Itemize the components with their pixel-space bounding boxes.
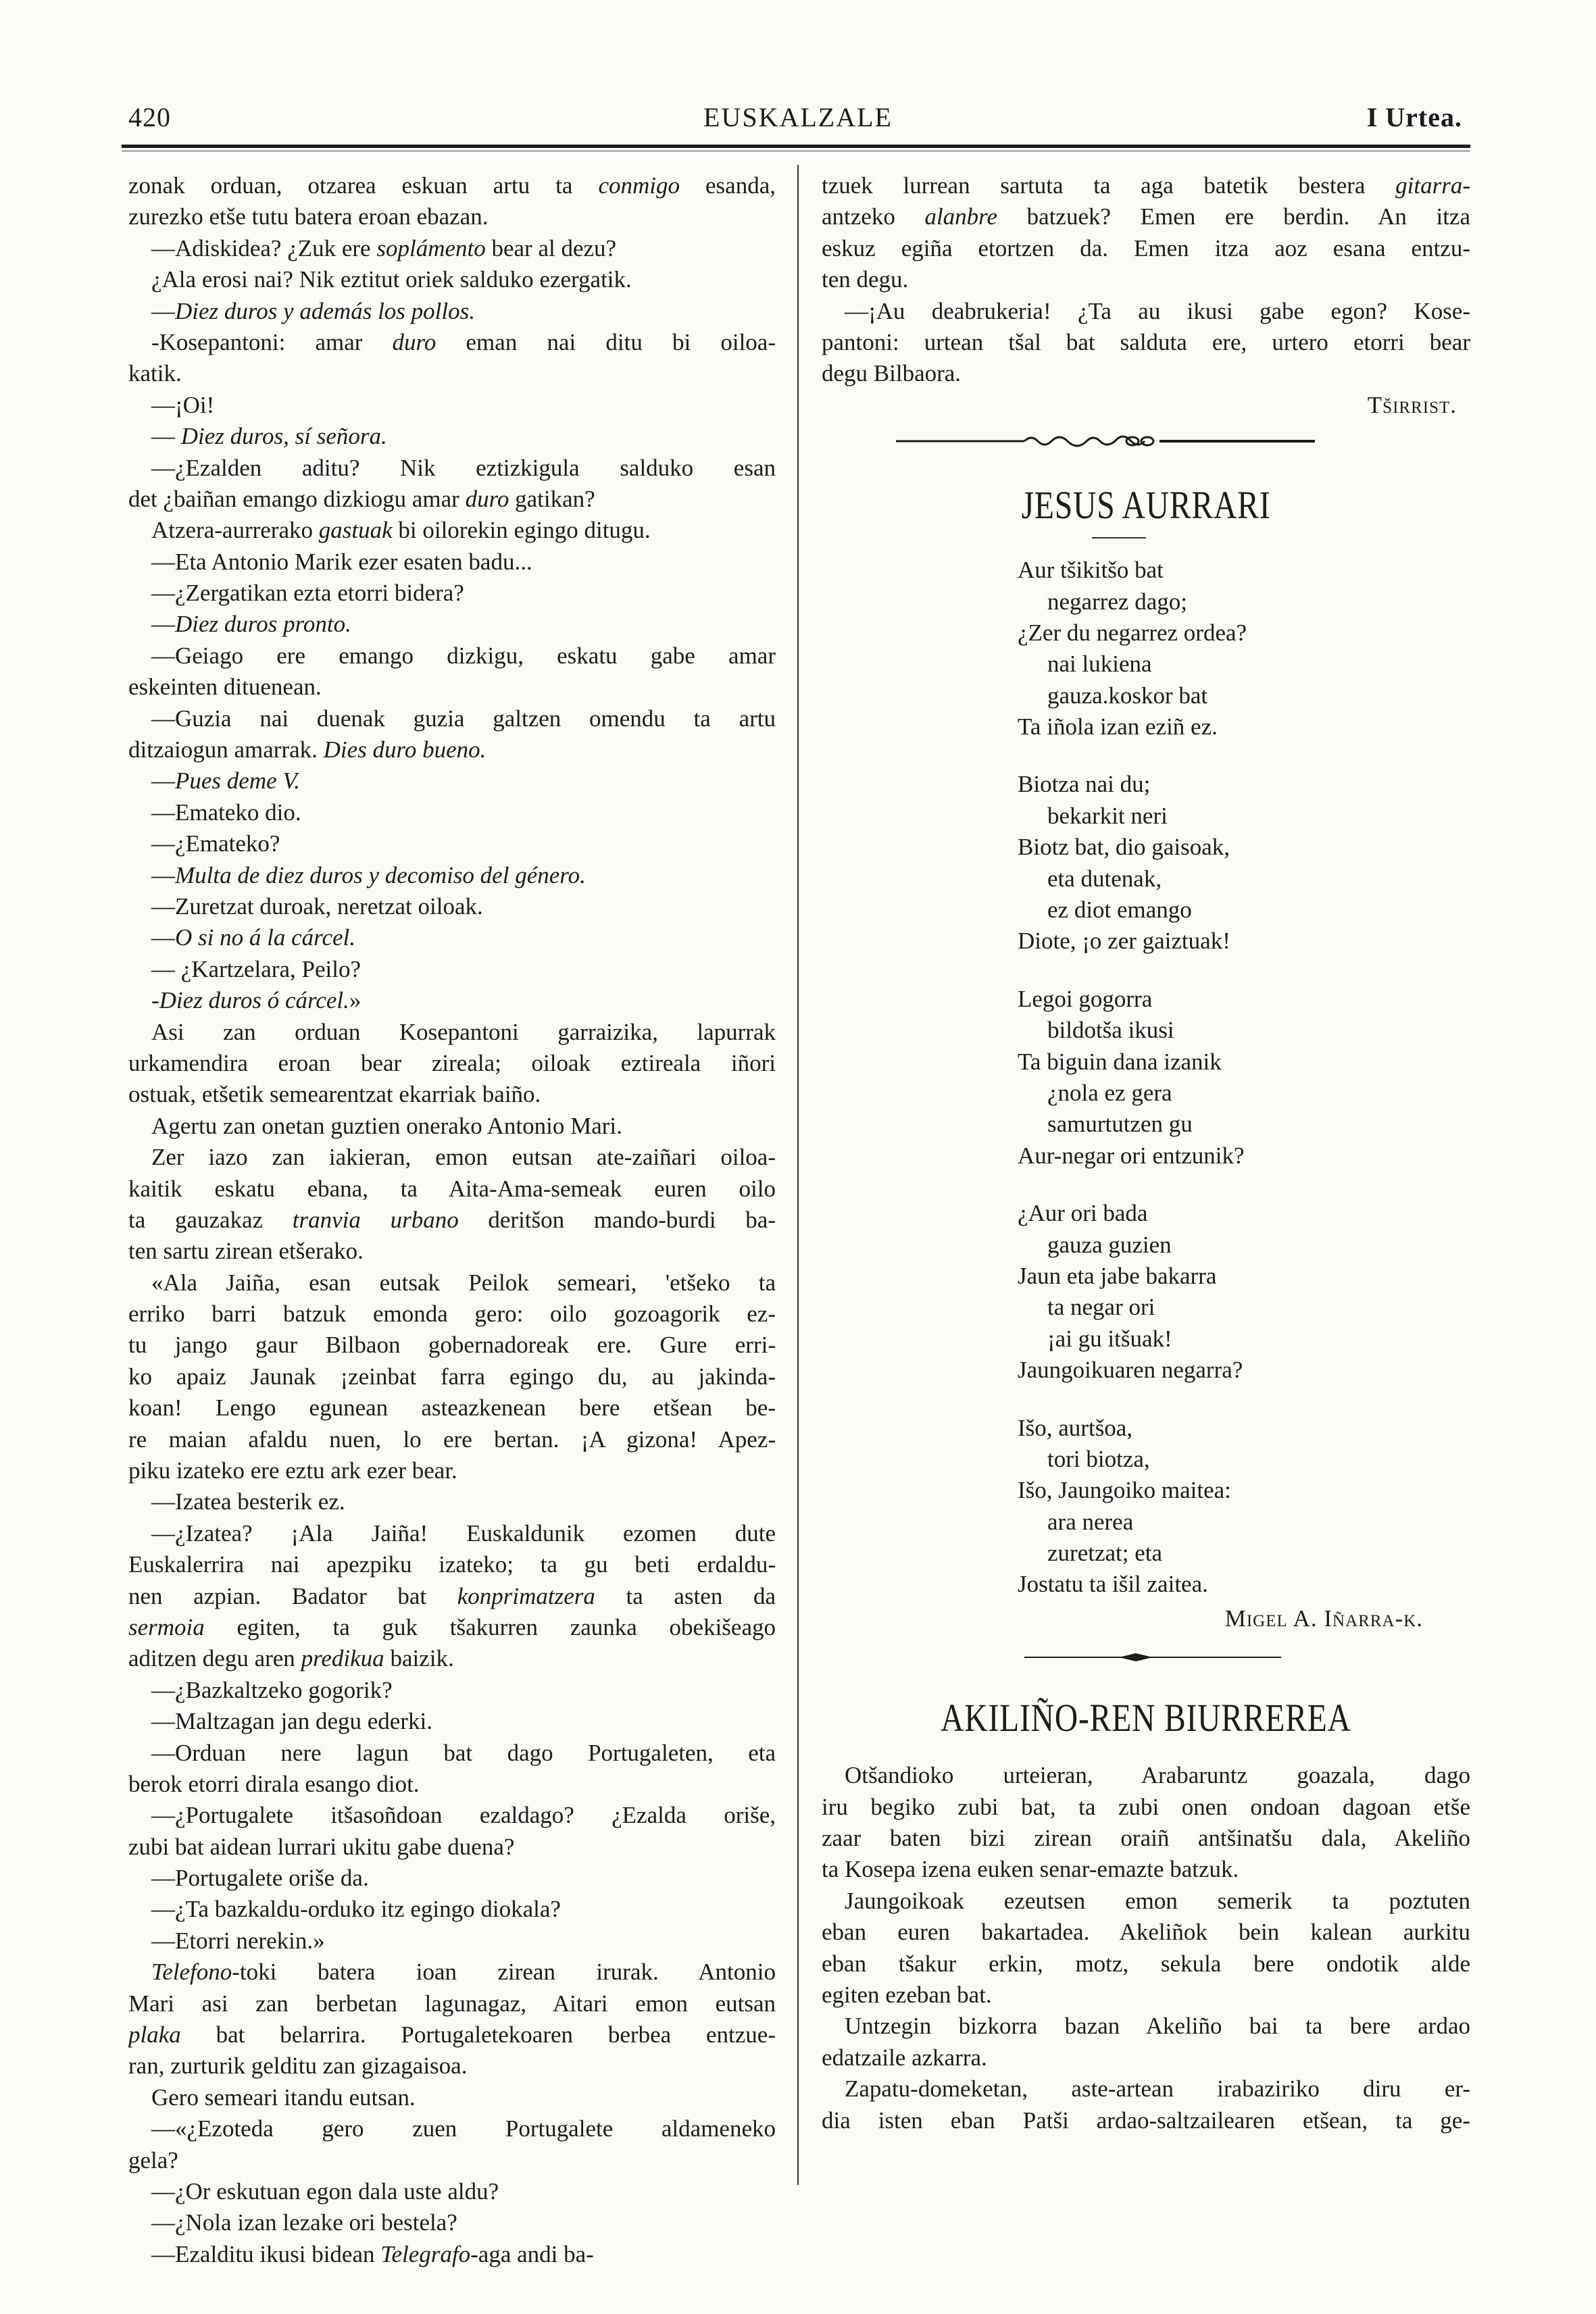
divider-ornament <box>822 1634 1470 1675</box>
italic-phrase: tranvia urbano <box>292 1206 459 1233</box>
text-line: aditzen degu aren predikua baizik. <box>128 1645 454 1672</box>
text-line: —¡Au deabrukeria! ¿Ta au ikusi gabe egon? Kose- <box>845 297 1470 324</box>
text-line: plaka bat belarrira. Portugaletekoaren berbea entzue- <box>128 2021 776 2048</box>
text-line: ko apaiz Jaunak ¡zeinbat farra egingo du, au jakinda- <box>128 1363 776 1390</box>
text-line: Atzera-aurrerako gastuak bi oilorekin egingo ditugu. <box>151 517 651 544</box>
poem-line: zuretzat; eta <box>1047 1540 1163 1567</box>
text-line: erriko barri batzuk emonda gero: oilo gozoagorik ez- <box>128 1301 776 1328</box>
text-line: —Zuretzat duroak, neretzat oiloak. <box>151 892 483 920</box>
text-line: —¿Izatea? ¡Ala Jaiña! Euskaldunik ezomen dute <box>151 1519 776 1546</box>
text-line: degu Bilbaora. <box>822 360 962 387</box>
text-line: eskuz egiña etortzen da. Emen itza aoz esana entzu- <box>822 234 1470 261</box>
text-line: —Emateko dio. <box>151 799 301 826</box>
poem-line: Jaun eta jabe bakarra <box>1018 1262 1217 1289</box>
header-rule <box>122 145 1470 148</box>
story-title: AKILIÑO-REN BIURREREA <box>941 1696 1351 1740</box>
italic-phrase: Diez duros y además los pollos. <box>175 297 475 324</box>
italic-phrase: Multa de diez duros y decomiso del género. <box>175 861 586 888</box>
text-line: piku izateko ere eztu ark ezer bear. <box>128 1457 457 1484</box>
text-line: egiten ezeban bat. <box>822 1981 992 2008</box>
poem-line: negarrez dago; <box>1047 588 1187 615</box>
text-line: Gero semeari itandu eutsan. <box>151 2084 416 2111</box>
text-line: ostuak, etšetik semearentzat ekarriak baiño. <box>128 1081 541 1108</box>
text-line: —«¿Ezoteda gero zuen Portugalete aldameneko <box>151 2115 776 2142</box>
story-text <box>822 1760 1470 2136</box>
text-line: Asi zan orduan Kosepantoni garraizika, lapurrak <box>151 1018 776 1045</box>
poem <box>822 555 1470 1601</box>
poem-line: Ta biguin dana izanik <box>1018 1048 1222 1075</box>
text-line: Telefono-toki batera ioan zirean irurak. Antonio <box>151 1959 776 1986</box>
text-line: —Maltzagan jan degu ederki. <box>151 1708 432 1735</box>
italic-phrase: Pues deme V. <box>175 768 300 795</box>
text-line: ditzaiogun amarrak. Dies duro bueno. <box>128 736 487 763</box>
text-line: katik. <box>128 360 182 387</box>
italic-phrase: Diez duros ó cárcel. <box>159 987 349 1014</box>
text-line: —Adiskidea? ¿Zuk ere soplámento bear al dezu? <box>151 234 617 261</box>
right-column <box>822 170 1470 2136</box>
poem-line: gauza guzien <box>1047 1231 1172 1258</box>
poem-line: Legoi gogorra <box>1018 985 1153 1012</box>
italic-phrase: gastuak <box>318 517 393 544</box>
italic-phrase: Dies duro bueno. <box>323 736 487 763</box>
text-line: tu jango gaur Bilbaon gobernadoreak ere. Gure erri- <box>128 1332 776 1359</box>
italic-phrase: duro <box>392 328 437 355</box>
text-line: «Ala Jaiña, esan eutsak Peilok semeari, 'etšeko ta <box>151 1269 776 1296</box>
text-line: -Kosepantoni: amar duro eman nai ditu bi oiloa- <box>151 328 776 355</box>
text-line: —¿Zergatikan ezta etorri bidera? <box>151 580 464 607</box>
text-line: —Pues deme V. <box>151 768 300 795</box>
text-line: zurezko etše tutu batera eroan ebazan. <box>128 203 489 230</box>
text-line: — ¿Kartzelara, Peilo? <box>151 955 361 982</box>
text-line: ran, zurturik gelditu zan gizagaisoa. <box>128 2053 468 2080</box>
italic-phrase: duro <box>465 485 509 512</box>
poem-line: ¡ai gu itšuak! <box>1047 1325 1172 1352</box>
text-line: koan! Lengo egunean asteazkenean bere etšean be- <box>128 1394 776 1422</box>
poem-line: Biotza nai du; <box>1018 771 1151 798</box>
poem-line: bildotša ikusi <box>1047 1017 1174 1044</box>
text-line: ten degu. <box>822 266 909 293</box>
poem-line: ¿nola ez gera <box>1047 1079 1172 1106</box>
flourish-ornament <box>822 421 1470 459</box>
flourish-icon <box>822 421 1470 459</box>
text-line: —Izatea besterik ez. <box>151 1488 345 1515</box>
poem-line: Diote, ¡o zer gaiztuak! <box>1018 928 1230 955</box>
text-line: zonak orduan, otzarea eskuan artu ta conmigo esanda, <box>128 172 776 199</box>
text-line: —Diez duros y además los pollos. <box>151 297 475 324</box>
poem-line: Aur-negar ori entzunik? <box>1018 1142 1245 1169</box>
poem-line: ¿Aur ori bada <box>1018 1200 1148 1227</box>
text-line: —Geiago ere emango dizkigu, eskatu gabe amar <box>151 642 776 669</box>
poem-line: ez diot emango <box>1047 897 1192 924</box>
italic-phrase: Telefono <box>151 1959 232 1986</box>
poem-line: gauza.koskor bat <box>1047 682 1208 709</box>
poem-line: Išo, aurtšoa, <box>1018 1414 1133 1441</box>
italic-phrase: Diez duros pronto. <box>175 611 351 638</box>
stanza-gap <box>1018 1386 1470 1413</box>
poem-line: nai lukiena <box>1047 651 1152 678</box>
italic-phrase: sermoia <box>128 1613 205 1640</box>
text-line: berok etorri dirala esango diot. <box>128 1770 420 1797</box>
volume-label: I Urtea. <box>1366 102 1462 132</box>
text-line: —Orduan nere lagun bat dago Portugaleten, eta <box>151 1739 776 1766</box>
text-line: —¿Ta bazkaldu-orduko itz egingo diokala? <box>151 1896 561 1923</box>
poem-line: Ta iñola izan eziñ ez. <box>1018 713 1218 740</box>
text-line: gela? <box>128 2146 178 2173</box>
text-line: nen azpian. Badator bat konprimatzera ta asten da <box>128 1582 776 1609</box>
text-line: —¿Portugalete itšasoñdoan ezaldago? ¿Ezalda oriše, <box>151 1802 776 1829</box>
italic-phrase: conmigo <box>598 172 680 199</box>
italic-phrase: soplámento <box>376 234 486 261</box>
text-line: ten sartu zirean etšerako. <box>128 1238 364 1265</box>
text-line: det ¿baiñan emango dizkiogu amar duro gatikan? <box>128 485 595 512</box>
text-line: —¿Nola izan lezake ori bestela? <box>151 2209 457 2236</box>
text-line: Agertu zan onetan guztien onerako Antonio Mari. <box>151 1112 622 1139</box>
stanza-gap <box>1018 1172 1470 1198</box>
text-line: —Portugalete oriše da. <box>151 1865 369 1892</box>
text-line: ta gauzakaz tranvia urbano deritšon mando-burdi ba- <box>128 1206 776 1233</box>
stanza-gap <box>1018 957 1470 984</box>
text-line: kaitik eskatu ebana, ta Aita-Ama-semeak euren oilo <box>128 1175 776 1202</box>
page-number: 420 <box>128 102 171 132</box>
italic-phrase: Diez duros, sí señora. <box>180 423 387 450</box>
text-line: edatzaile azkarra. <box>822 2044 987 2071</box>
poem-line: tori biotza, <box>1047 1445 1150 1472</box>
poem-line: Jostatu ta išil zaitea. <box>1018 1571 1208 1598</box>
poem-line: ara nerea <box>1047 1508 1134 1535</box>
divider-icon <box>822 1634 1470 1675</box>
italic-phrase: alanbre <box>924 203 998 230</box>
left-column <box>128 170 776 2270</box>
text-line: Otšandioko urteieran, Arabaruntz goazala, dago <box>845 1762 1470 1789</box>
text-line: pantoni: urtean tšal bat salduta ere, urtero etorri bear <box>822 328 1470 355</box>
poem-line: Išo, Jaungoiko maitea: <box>1018 1477 1231 1504</box>
text-line: eskeinten dituenean. <box>128 674 322 701</box>
text-line: urkamendira eroan bear zireala; oiloak eztireala iñori <box>128 1049 776 1076</box>
text-line: — Diez duros, sí señora. <box>151 423 387 450</box>
poem-title: JESUS AURRARI <box>1021 483 1271 528</box>
text-line: —Eta Antonio Marik ezer esaten badu... <box>151 548 532 575</box>
text-line: —¿Bazkaltzeko gogorik? <box>151 1676 393 1703</box>
text-line: —O si no á la cárcel. <box>151 924 355 951</box>
journal-title: EUSKALZALE <box>703 102 893 132</box>
text-line: —Diez duros pronto. <box>151 611 351 638</box>
text-line: Zer iazo zan iakieran, emon eutsan ate-zaiñari oiloa- <box>151 1144 776 1171</box>
text-line: iru begiko zubi bat, ta zubi onen ondoan dagoan etše <box>822 1793 1470 1820</box>
italic-phrase: konprimatzera <box>457 1582 595 1609</box>
text-line: eban euren bakartadea. Akeliñok bein kalean aurkitu <box>822 1919 1470 1946</box>
text-line: —Guzia nai duenak guzia galtzen omendu ta artu <box>151 705 776 732</box>
text-line: —¿Emateko? <box>151 830 280 857</box>
poem-line: eta dutenak, <box>1047 865 1162 892</box>
signature-tsirrist: Tširrist. <box>1367 391 1457 418</box>
poem-line: ta negar ori <box>1047 1294 1155 1321</box>
poem-line: Aur tšikitšo bat <box>1018 557 1164 584</box>
poem-line: ¿Zer du negarrez ordea? <box>1018 619 1247 646</box>
text-line: eban tšakur erkin, motz, sekula bere ondotik alde <box>822 1950 1470 1977</box>
text-line: dia isten eban Patši ardao-saltzailearen etšean, ta ge- <box>822 2107 1470 2134</box>
text-line: ¿Ala erosi nai? Nik eztitut oriek salduko ezergatik. <box>151 266 632 293</box>
text-line: Euskalerrira nai apezpiku izateko; ta gu beti erdaldu- <box>128 1551 776 1578</box>
signature-migel: Migel A. Iñarra-k. <box>1224 1605 1423 1632</box>
text-line: Mari asi zan berbetan lagunagaz, Aitari emon eutsan <box>128 1990 776 2017</box>
text-line: sermoia egiten, ta guk tšakurren zaunka obekišeago <box>128 1613 776 1640</box>
italic-phrase: Telegrafo <box>380 2240 471 2267</box>
text-line: antzeko alanbre batzuek? Emen ere berdin. An itza <box>822 203 1470 230</box>
text-line: re maian afaldu nuen, lo ere bertan. ¡A gizona! Apez- <box>128 1426 776 1453</box>
text-line: Untzegin bizkorra bazan Akeliño bai ta bere ardao <box>845 2013 1470 2040</box>
text-line: Jaungoikoak ezeutsen emon semerik ta poztuten <box>845 1887 1470 1914</box>
italic-phrase: gitarra- <box>1395 172 1470 199</box>
italic-phrase: O si no á la cárcel. <box>175 924 355 951</box>
poem-line: samurtutzen gu <box>1047 1111 1193 1138</box>
text-line: tzuek lurrean sartuta ta aga batetik bestera gitarra- <box>822 172 1470 199</box>
dialogue-continuation <box>822 170 1470 390</box>
column-divider <box>797 165 799 2185</box>
text-line: zubi bat aidean lurrari ukitu gabe duena? <box>128 1833 515 1860</box>
text-line: —Etorri nerekin.» <box>151 1927 325 1954</box>
title-rule <box>822 532 1470 555</box>
text-line: —¿Ezalden aditu? Nik eztizkigula salduko esan <box>151 454 776 481</box>
text-line: zaar baten bizi zirean oraiñ antšinatšu dala, Akeliño <box>822 1825 1470 1852</box>
text-line: Zapatu-domeketan, aste-artean irabaziriko diru er- <box>845 2076 1470 2103</box>
text-line: —Multa de diez duros y decomiso del género. <box>151 861 586 888</box>
poem-line: bekarkit neri <box>1047 802 1168 829</box>
stanza-gap <box>1018 743 1470 769</box>
text-line: -Diez duros ó cárcel.» <box>151 987 361 1014</box>
poem-line: Jaungoikuaren negarra? <box>1018 1357 1243 1384</box>
italic-phrase: predikua <box>301 1645 384 1672</box>
text-line: —¡Oi! <box>151 391 215 418</box>
poem-line: Biotz bat, dio gaisoak, <box>1018 834 1230 861</box>
text-line: —¿Or eskutuan egon dala uste aldu? <box>151 2178 499 2205</box>
text-line: ta Kosepa izena euken senar-emazte batzuk. <box>822 1856 1239 1883</box>
italic-phrase: plaka <box>128 2021 181 2048</box>
text-line: —Ezalditu ikusi bidean Telegrafo-aga andi ba- <box>151 2240 594 2267</box>
